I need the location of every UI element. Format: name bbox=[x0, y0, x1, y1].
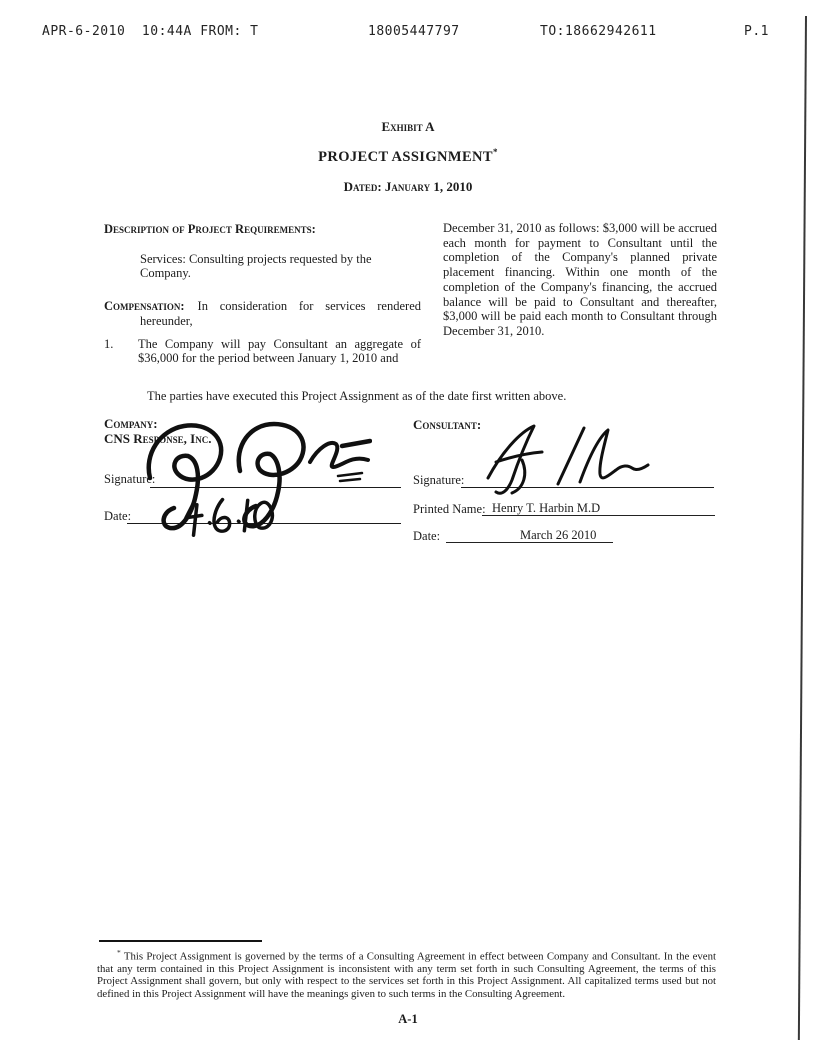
consultant-signature-scrawl bbox=[478, 420, 658, 498]
compensation-label: Compensation: bbox=[104, 299, 185, 314]
company-signature-label: Signature: bbox=[104, 472, 156, 486]
document-title bbox=[0, 147, 816, 166]
fax-header-to: TO:18662942611 bbox=[540, 24, 657, 39]
right-column: December 31, 2010 as follows: $3,000 will be accrued each month for payment to Consultant until the completion of the Company's planned private placement financing. Within one month of the completion of the Company's financing, the accrued balance will be paid to Consultant and thereafter, $3,000 will be paid each month to Consultant through December 31, 2010. bbox=[443, 221, 717, 338]
title-footnote-marker: * bbox=[493, 147, 498, 157]
item-number: 1. bbox=[104, 336, 114, 351]
services-paragraph: Services: Consulting projects requested by the Company. bbox=[140, 251, 372, 281]
company-date-label: Date: bbox=[104, 509, 132, 523]
scan-artifact-line bbox=[798, 16, 807, 1040]
printed-name-value: Henry T. Harbin M.D bbox=[492, 501, 601, 515]
company-label: Company: bbox=[104, 416, 158, 431]
company-handwritten-date-scrawl bbox=[180, 490, 278, 542]
footnote bbox=[97, 947, 716, 1000]
compensation-text: In consideration for services rendered hereunder, bbox=[140, 299, 421, 328]
footnote-text: This Project Assignment is governed by the terms of a Consulting Agreement in effect between Company and Consultant. In the event that any term contained in this Project Assignment is inconsistent with any term set forth in such Consulting Agreement, the terms of this Project Assignment shall govern, but only with respect to the services set forth in this Project Assignment. All capitalized terms used but not defined in this Project Assignment will have the meanings given to such terms in the Consulting Agreement. bbox=[97, 950, 716, 1000]
fax-header-number: 18005447797 bbox=[368, 24, 460, 39]
execution-sentence: The parties have executed this Project Assignment as of the date first written above. bbox=[147, 389, 567, 403]
consultant-label: Consultant: bbox=[413, 417, 482, 432]
printed-name-label: Printed Name: bbox=[413, 502, 486, 516]
company-name: CNS Response, Inc. bbox=[104, 431, 212, 446]
dated-line: Dated: January 1, 2010 bbox=[343, 179, 473, 194]
consultant-date-value: March 26 2010 bbox=[520, 528, 597, 542]
exhibit-heading: Exhibit A bbox=[381, 119, 435, 134]
requirements-heading: Description of Project Requirements: bbox=[104, 222, 316, 236]
fax-header-page: P.1 bbox=[744, 24, 769, 39]
footnote-divider bbox=[99, 940, 262, 942]
page-number: A-1 bbox=[398, 1012, 418, 1026]
compensation-paragraph bbox=[104, 299, 421, 328]
footnote-marker: * bbox=[117, 948, 121, 957]
item-text: The Company will pay Consultant an aggregate of $36,000 for the period between January 1, 2010 and bbox=[138, 336, 421, 366]
consultant-date-label: Date: bbox=[413, 529, 441, 543]
left-column bbox=[104, 222, 421, 366]
document-title-text: PROJECT ASSIGNMENT bbox=[318, 148, 494, 165]
fax-header-from: APR-6-2010 10:44A FROM: T bbox=[42, 24, 259, 39]
consultant-signature-label: Signature: bbox=[413, 473, 465, 487]
numbered-item-1 bbox=[104, 337, 421, 366]
